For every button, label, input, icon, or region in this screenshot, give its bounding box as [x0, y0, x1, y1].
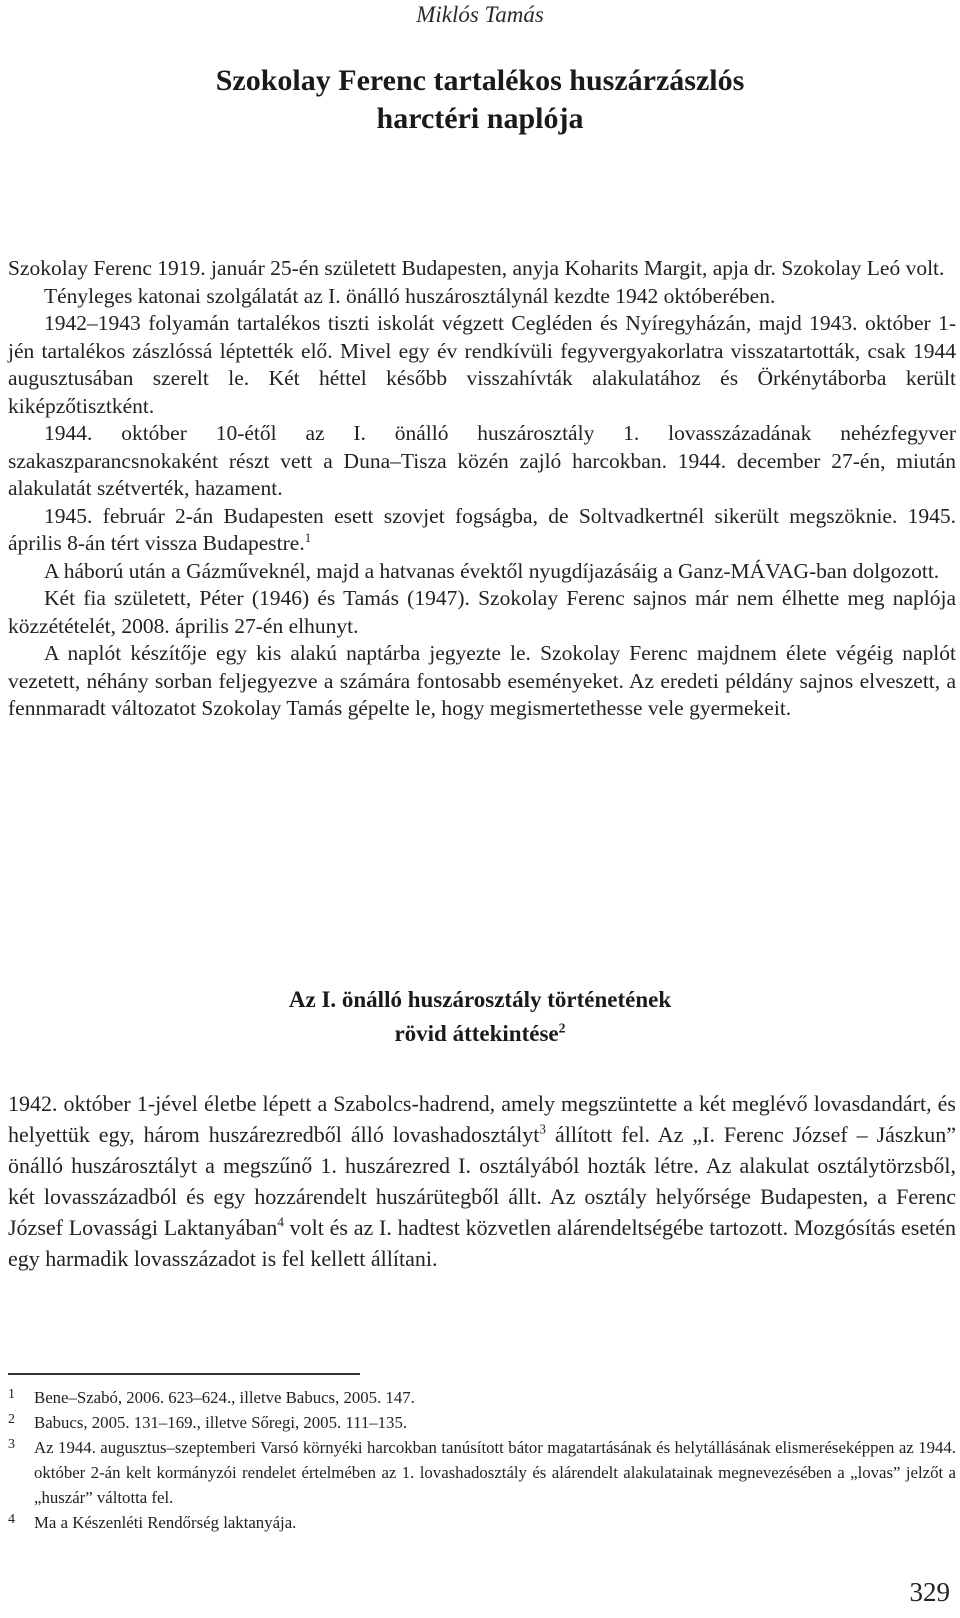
footnote-divider [8, 1373, 360, 1375]
paragraph [8, 503, 956, 558]
paragraph: A naplót készítője egy kis alakú naptárba jegyezte le. Szokolay Ferenc majdnem élete végéig naplót vezetett, néhány sorban feljegyezve a számára fontosabb eseményeket. Az eredeti példány sajnos elveszett, a fennmaradt változatot Szokolay Tamás gépelte le, hogy megismertethesse vele gyermekeit. [8, 641, 956, 720]
footnote-number: 4 [8, 1512, 15, 1527]
footnote-number: 1 [8, 1387, 15, 1402]
article-title-line-2: harctéri naplója [376, 102, 584, 135]
footnote-text: Az 1944. augusztus–szeptemberi Varsó környéki harcokban tanúsított bátor magatartásának és helytállásának elismeréseképpen az 1944. október 2-án kelt kormányzói rendelet értelmében az 1. lovashadosztály és alárendelt alakulatainak megnevezésében a „lovas” jelzőt a „huszár” váltotta fel. [34, 1438, 956, 1507]
article-title [0, 62, 960, 138]
paragraph: A háború után a Gázműveknél, majd a hatvanas évektől nyugdíjazásáig a Ganz-MÁVAG-ban dolgozott. [44, 558, 940, 583]
paragraph-text: 1945. február 2-án Budapesten esett szovjet fogságba, de Soltvadkertnél sikerült megszöknie. 1945. április 8-án tért vissza Budapestre. [8, 503, 956, 555]
paragraph: Két fia született, Péter (1946) és Tamás (1947). Szokolay Ferenc sajnos már nem élhette meg naplója közzétételét, 2008. április 27-én elhunyt. [8, 586, 956, 638]
footnote-text: Ma a Készenléti Rendőrség laktanyája. [34, 1513, 297, 1532]
biography-section [8, 255, 956, 723]
paragraph: 1944. október 10-étől az I. önálló huszárosztály 1. lovasszázadának nehézfegyver szakaszparancsnokaként részt vett a Duna–Tisza közén zajló harcokban. 1944. december 27-én, miután alakulatát szétverték, hazament. [8, 421, 956, 500]
section-heading-line-2: rövid áttekintése$^2$ [394, 1020, 566, 1046]
section-heading-line-1: Az I. önálló huszárosztály történetének [288, 987, 672, 1012]
section-heading [0, 983, 960, 1051]
author-name: Miklós Tamás [416, 2, 544, 27]
footnote [8, 1510, 956, 1535]
footnote-text: Bene–Szabó, 2006. 623–624., illetve Babucs, 2005. 147. [34, 1388, 415, 1407]
footnote-reference[interactable]: 1 [304, 530, 312, 545]
footnote-reference[interactable]: 2 [558, 1020, 566, 1036]
footnote-number: 3 [8, 1437, 15, 1452]
page-number: 329 [909, 1577, 950, 1607]
footnote-number: 2 [8, 1412, 15, 1427]
history-section [8, 1088, 956, 1274]
footnote [8, 1385, 956, 1410]
article-title-line-1: Szokolay Ferenc tartalékos huszárzászlós [215, 64, 745, 97]
footnotes [8, 1385, 956, 1535]
footnote-text: Babucs, 2005. 131–169., illetve Sőregi, 2005. 111–135. [34, 1413, 408, 1432]
paragraph: 1942–1943 folyamán tartalékos tiszti iskolát végzett Cegléden és Nyíregyházán, majd 1943. október 1-jén tartalékos zászlóssá léptették elő. Mivel egy év rendkívüli fegyvergyakorlatra visszatartották, csak 1944 augusztusában szerelt le. Két héttel később visszahívták alakulatához és Örkénytáborba került kiképzőtisztként. [8, 311, 956, 418]
footnote [8, 1410, 956, 1435]
footnote-reference[interactable]: 4 [277, 1214, 284, 1230]
paragraph: Tényleges katonai szolgálatát az I. önálló huszárosztálynál kezdte 1942 októberében. [44, 283, 776, 308]
paragraph: 1942. október 1-jével életbe lépett a Szabolcs-hadrend, amely megszüntette a két meglévő lovasdandárt, és helyettük egy, három huszárezredből álló lovashadosztályt$^3$ állított fel. Az „I. Ferenc József – Jászkun” önálló huszárosztályt a megszűnő 1. huszárezred I. osztályából hozták létre. Az alakulat osztálytörzsből, két lovasszázadból és egy hozzárendelt huszárütegből állt. Az osztály helyőrsége Budapesten, a Ferenc József Lovassági Laktanyában$^4$ volt és az I. hadtest közvetlen alárendeltségébe tartozott. Mozgósítás esetén egy harmadik lovasszázadot is fel kellett állítani. [8, 1091, 956, 1271]
footnote [8, 1435, 956, 1510]
footnote-reference[interactable]: 3 [539, 1121, 546, 1137]
paragraph: Szokolay Ferenc 1919. január 25-én született Budapesten, anyja Koharits Margit, apja dr. Szokolay Leó volt. [8, 256, 945, 280]
